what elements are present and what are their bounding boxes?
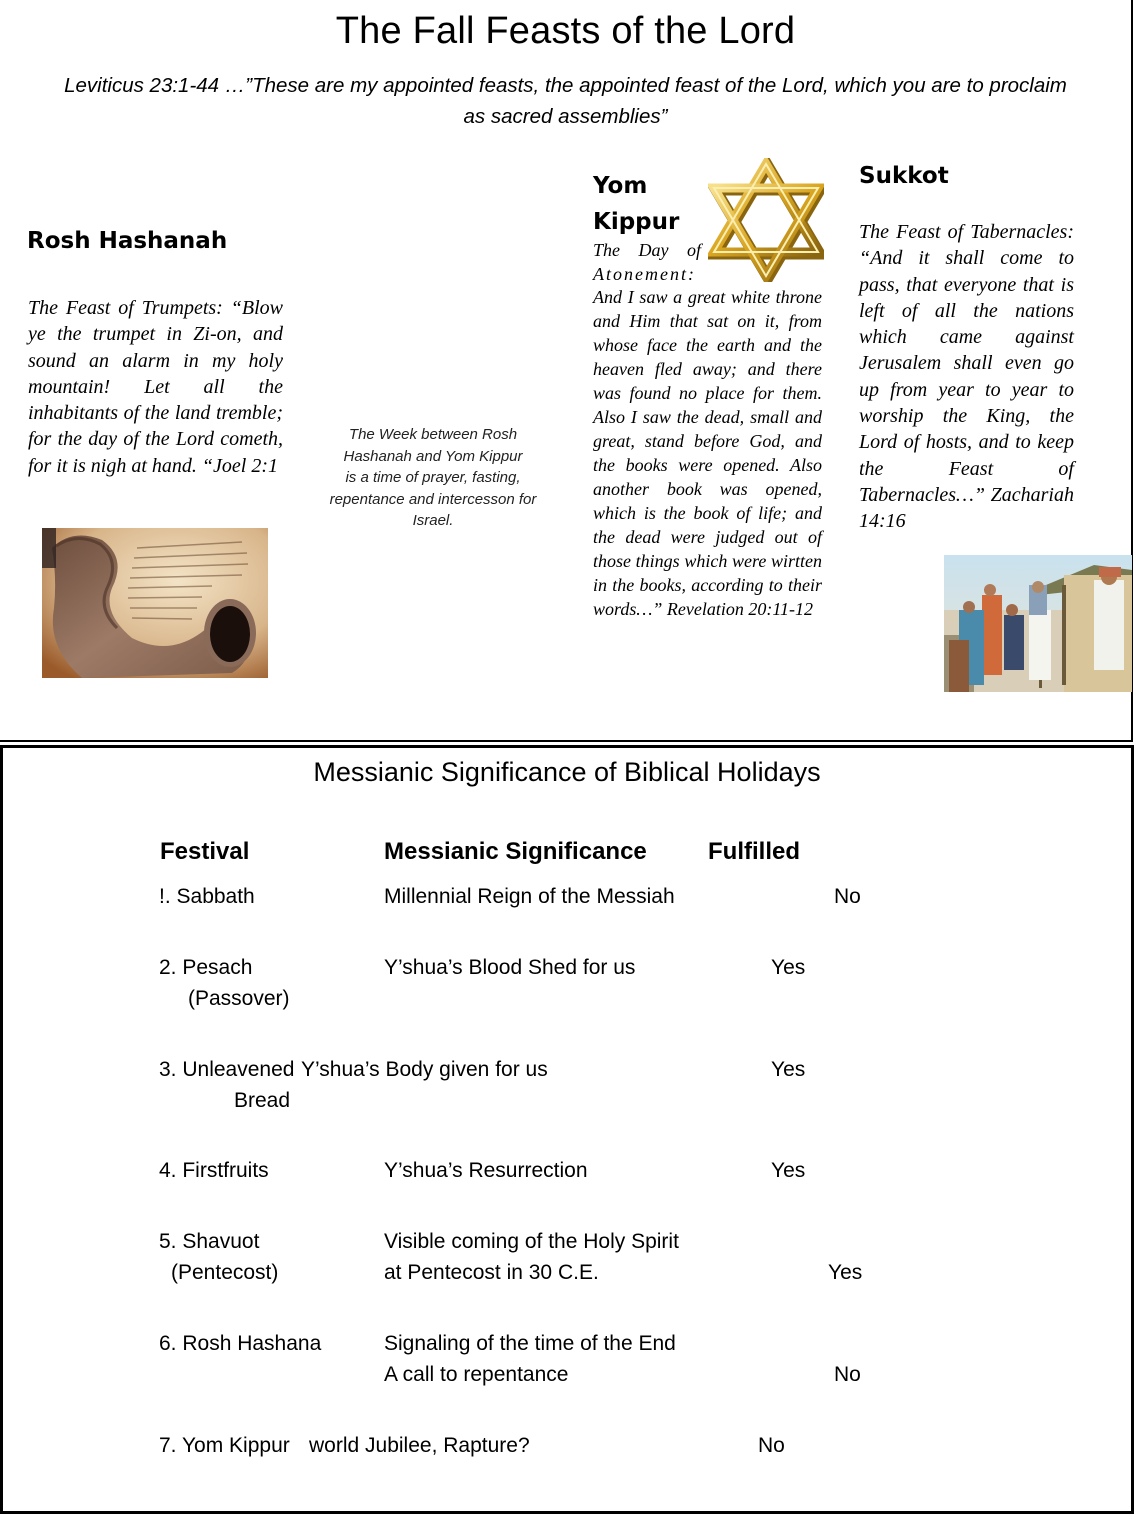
table-row-festival: 2. Pesach (159, 956, 253, 979)
table-row-festival-sub: Bread (234, 1089, 291, 1112)
shofar-image-graphic (42, 528, 268, 678)
subtitle-line: Leviticus 23:1-44 …”These are my appointed feasts, the appointed feast of the Lord, which you are to proclaim (64, 74, 1067, 97)
sukkah-image-graphic (944, 555, 1132, 692)
table-title: Messianic Significance of Biblical Holidays (313, 757, 821, 787)
table-row-fulfilled: No (758, 1434, 785, 1457)
page-subtitle (0, 70, 1131, 132)
table-row-significance: Y’shua’s Resurrection (384, 1159, 588, 1182)
star-of-david-icon (708, 158, 824, 282)
table-row-significance: Y’shua’s Blood Shed for us (384, 956, 636, 979)
table-row-festival: 3. Unleavened (159, 1058, 295, 1081)
week-between-note (318, 424, 548, 532)
rosh-hashanah-verse: The Feast of Trumpets: “Blow ye the trumpet in Zi-on, and sound an alarm in my holy mountain! Let all the inhabitants of the land tremble; for the day of the Lord cometh, for it is nigh at hand. “Joel 2:1 (28, 297, 283, 477)
note-line: repentance and intercesson for (329, 490, 537, 508)
note-line: is a time of prayer, fasting, (345, 469, 521, 486)
table-row-significance: Millennial Reign of the Messiah (384, 885, 675, 908)
rosh-hashanah-heading: Rosh Hashanah (27, 228, 228, 254)
yom-kippur-heading (593, 168, 679, 240)
table-row-festival: 5. Shavuot (159, 1230, 260, 1253)
heading-line: Kippur (593, 209, 680, 235)
sukkot-heading: Sukkot (859, 163, 949, 189)
table-row-significance-sub: A call to repentance (384, 1363, 569, 1386)
table-row-significance: Visible coming of the Holy Spirit (384, 1230, 679, 1253)
note-line: Hashanah and Yom Kippur (343, 447, 523, 465)
table-row-fulfilled: Yes (828, 1261, 863, 1284)
table-row-festival: 7. Yom Kippur (159, 1434, 290, 1457)
page-title: The Fall Feasts of the Lord (335, 10, 796, 52)
table-row-fulfilled: Yes (771, 1058, 806, 1081)
heading-line: Yom (593, 173, 648, 199)
subtitle-line: as sacred assemblies” (463, 105, 668, 128)
sukkah-image (944, 555, 1132, 692)
intro-line: Atonement: (593, 264, 696, 284)
table-row-festival: 4. Firstfruits (159, 1159, 269, 1182)
table-row-fulfilled: Yes (771, 956, 806, 979)
table-row-festival-sub: (Pentecost) (171, 1261, 279, 1284)
shofar-image (42, 528, 268, 678)
note-line: Israel. (412, 512, 454, 529)
table-row-festival-sub: (Passover) (188, 987, 290, 1010)
column-header-festival: Festival (160, 838, 250, 865)
table-row-festival: !. Sabbath (159, 885, 255, 908)
table-row-fulfilled: Yes (771, 1159, 806, 1182)
yom-kippur-intro (593, 238, 705, 286)
intro-line: The Day of (593, 240, 701, 260)
column-header-fulfilled: Fulfilled (708, 838, 800, 865)
table-row-fulfilled: No (834, 885, 861, 908)
table-row-fulfilled: No (834, 1363, 861, 1386)
table-row-significance: Y’shua’s Body given for us (301, 1058, 548, 1081)
note-line: The Week between Rosh (348, 426, 518, 443)
table-row-significance: Signaling of the time of the End (384, 1332, 676, 1355)
table-row-significance-sub: at Pentecost in 30 C.E. (384, 1261, 599, 1284)
table-row-significance: world Jubilee, Rapture? (309, 1434, 530, 1457)
sukkot-verse: The Feast of Tabernacles: “And it shall come to pass, that everyone that is left of all the nations which came against Jerusalem shall even go up from year to year to worship the King, the Lord of hosts, and to keep the Feast of Tabernacles…” Zachariah 14:16 (859, 221, 1074, 533)
table-row-festival: 6. Rosh Hashana (159, 1332, 322, 1355)
column-header-significance: Messianic Significance (384, 838, 647, 865)
yom-kippur-verse: And I saw a great white throne and Him that sat on it, from whose face the earth and the heaven fled away; and there was found no place for them. Also I saw the dead, small and great, stand before God, and the books were opened. Also another book was opened, which is the book of life; and the dead were judged out of those things which were wirtten in the books, according to their words…” Revelation 20:11-12 (593, 287, 822, 619)
